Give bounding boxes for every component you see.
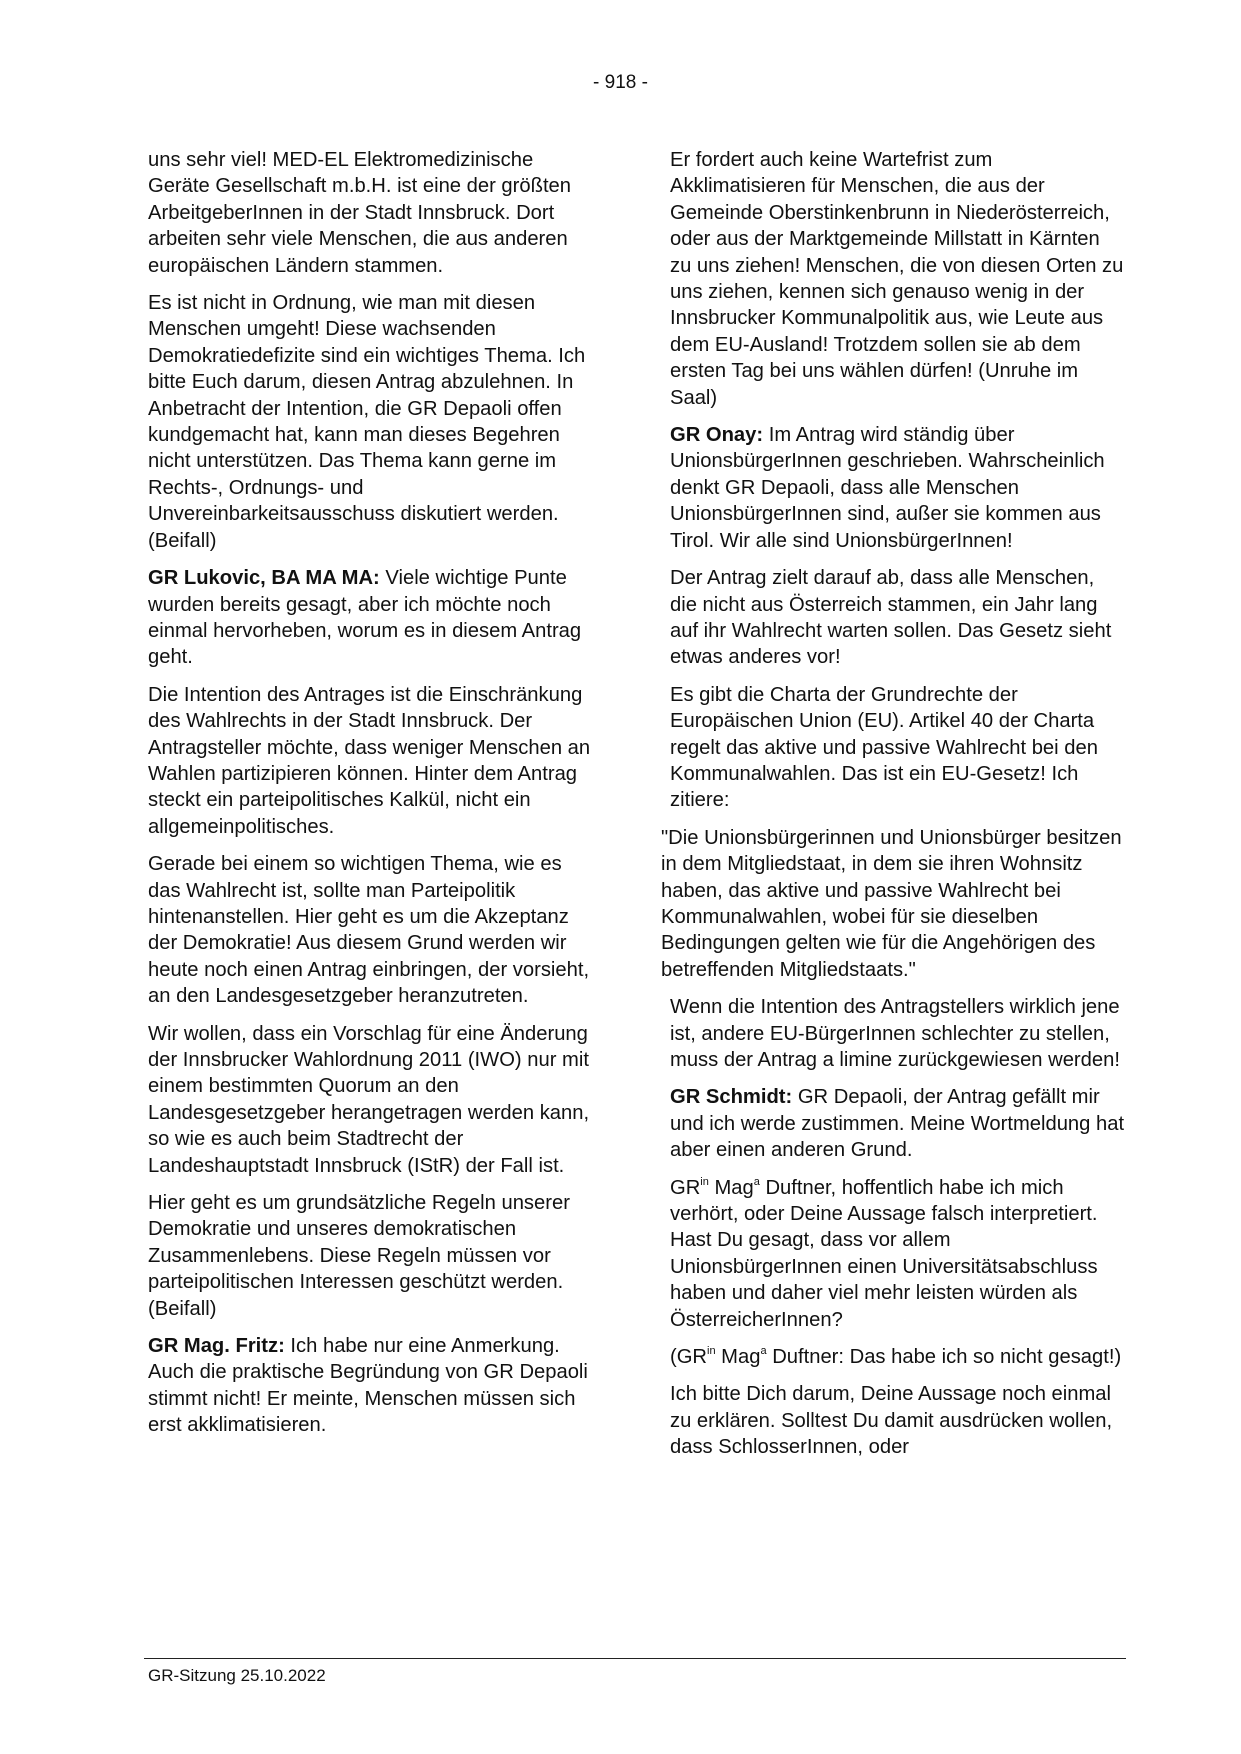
citation-quote: "Die Unionsbürgerinnen und Unionsbürger besitzen in dem Mitgliedstaat, in dem sie ihren Wohnsitz haben, das aktive und passive Wahlrecht bei Kommunalwahlen, wobei für sie dieselben Bedingungen gelten wie für die Angehörigen des betreffenden Mitgliedstaats." (661, 826, 1122, 981)
speaker-name: GR Lukovic, BA MA MA: (148, 567, 380, 590)
paragraph (670, 1175, 1125, 1333)
footer-session-date: GR-Sitzung 25.10.2022 (148, 1666, 326, 1685)
paragraph: Die Intention des Antrages ist die Einschränkung des Wahlrechts in der Stadt Innsbruck. Der Antragsteller möchte, dass weniger Menschen an Wahlen partizipieren können. Hinter dem Antrag steckt ein parteipolitisches Kalkül, nicht ein allgemeinpolitisches. (148, 683, 591, 838)
speech-paragraph (670, 422, 1125, 554)
title-gr: (GR (670, 1346, 708, 1369)
speech-paragraph (148, 565, 598, 671)
speech-paragraph (148, 1333, 598, 1439)
paragraph: Es ist nicht in Ordnung, wie man mit diesen Menschen umgeht! Diese wachsenden Demokratiedefizite sind ein wichtiges Thema. Ich bitte Euch darum, diesen Antrag abzulehnen. In Anbetracht der Intention, die GR Depaoli offen kundgemacht hat, kann man dieses Begehren nicht unterstützen. Das Thema kann gerne im Rechts-, Ordnungs- und Unvereinbarkeitsausschuss diskutiert werden. (Beifall) (148, 292, 586, 552)
paragraph: Es gibt die Charta der Grundrechte der Europäischen Union (EU). Artikel 40 der Charta regelt das aktive und passive Wahlrecht bei den Kommunalwahlen. Das ist ein EU-Gesetz! Ich zitiere: (670, 683, 1098, 812)
speaker-name: GR Schmidt: (670, 1086, 793, 1109)
title-gr: GR (670, 1176, 701, 1199)
title-superscript: in (700, 1175, 709, 1188)
title-mag: Mag (708, 1176, 754, 1199)
paragraph: Hier geht es um grundsätzliche Regeln unserer Demokratie und unseres demokratischen Zusammenlebens. Diese Regeln müssen vor parteipolitischen Interessen geschützt werden. (Beifall) (148, 1192, 570, 1320)
speech-text: Im Antrag wird ständig über UnionsbürgerInnen geschrieben. Wahrscheinlich denkt GR Depaoli, dass alle Menschen UnionsbürgerInnen sind, außer sie kommen aus Tirol. Wir alle sind UnionsbürgerInnen! (670, 424, 1105, 552)
speech-text: Ich habe nur eine Anmerkung. Auch die praktische Begründung von GR Depaoli stimmt nicht! Er meinte, Menschen müssen sich erst akklimatisieren. (148, 1335, 588, 1437)
paragraph: uns sehr viel! MED-EL Elektromedizinische Geräte Gesellschaft m.b.H. ist eine der größten ArbeitgeberInnen in der Stadt Innsbruck. Dort arbeiten sehr viele Menschen, die aus anderen europäischen Ländern stammen. (148, 149, 572, 277)
speech-text: GR Depaoli, der Antrag gefällt mir und ich werde zustimmen. Meine Wortmeldung hat aber einen anderen Grund. (670, 1086, 1125, 1162)
paragraph-text: Duftner, hoffentlich habe ich mich verhört, oder Deine Aussage falsch interpretiert. Hast Du gesagt, dass vor allem UnionsbürgerInnen einen Universitätsabschluss haben und daher viel mehr leisten würden als ÖsterreicherInnen? (670, 1176, 1098, 1331)
right-column (661, 147, 1125, 1472)
left-column (148, 147, 598, 1450)
interjection-paragraph (670, 1344, 1125, 1370)
title-superscript: a (753, 1175, 760, 1188)
speaker-name: GR Onay: (670, 424, 764, 447)
paragraph: Gerade bei einem so wichtigen Thema, wie es das Wahlrecht ist, sollte man Parteipolitik hintenanstellen. Hier geht es um die Akzeptanz der Demokratie! Aus diesem Grund werden wir heute noch einen Antrag einbringen, der vorsieht, an den Landesgesetzgeber heranzutreten. (148, 853, 590, 1008)
title-superscript: a (760, 1345, 767, 1358)
paragraph: Wenn die Intention des Antragstellers wirklich jene ist, andere EU-BürgerInnen schlechter zu stellen, muss der Antrag a limine zurückgewiesen werden! (670, 996, 1120, 1071)
speech-text: Viele wichtige Punte wurden bereits gesagt, aber ich möchte noch einmal hervorheben, worum es in diesem Antrag geht. (148, 567, 582, 669)
speaker-name: GR Mag. Fritz: (148, 1335, 285, 1358)
paragraph: Der Antrag zielt darauf ab, dass alle Menschen, die nicht aus Österreich stammen, ein Jahr lang auf ihr Wahlrecht warten sollen. Das Gesetz sieht etwas anderes vor! (670, 567, 1112, 669)
footer-divider (144, 1658, 1126, 1659)
paragraph: Ich bitte Dich darum, Deine Aussage noch einmal zu erklären. Solltest Du damit ausdrücken wollen, dass SchlosserInnen, oder (670, 1383, 1113, 1459)
paragraph: Wir wollen, dass ein Vorschlag für eine Änderung der Innsbrucker Wahlordnung 2011 (IWO) nur mit einem bestimmten Quorum an den Landesgesetzgeber herangetragen werden kann, so wie es auch beim Stadtrecht der Landeshauptstadt Innsbruck (IStR) der Fall ist. (148, 1022, 590, 1177)
paragraph: Er fordert auch keine Wartefrist zum Akklimatisieren für Menschen, die aus der Gemeinde Oberstinkenbrunn in Niederösterreich, oder aus der Marktgemeinde Millstatt in Kärnten zu uns ziehen! Menschen, die von diesen Orten zu uns ziehen, kennen sich genauso wenig in der Innsbrucker Kommunalpolitik aus, wie Leute aus dem EU-Ausland! Trotzdem sollen sie ab dem ersten Tag bei uns wählen dürfen! (Unruhe im Saal) (670, 149, 1124, 409)
speech-paragraph (670, 1084, 1125, 1163)
title-superscript: in (707, 1345, 716, 1358)
interjection-text: Duftner: Das habe ich so nicht gesagt!) (766, 1346, 1122, 1369)
title-mag: Mag (715, 1346, 761, 1369)
page-number: - 918 - (593, 72, 648, 93)
